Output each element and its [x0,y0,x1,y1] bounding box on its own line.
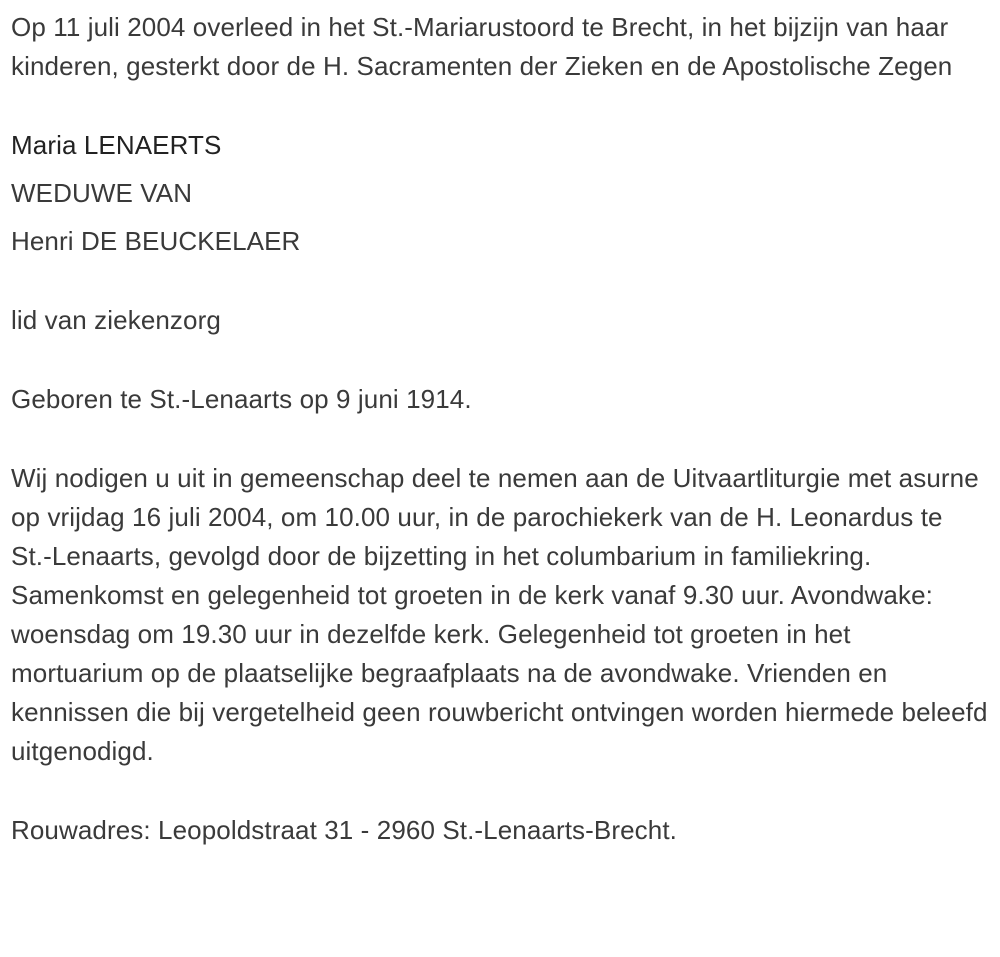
birth-line: Geboren te St.-Lenaarts op 9 juni 1914. [11,384,472,414]
mourning-address-line: Rouwadres: Leopoldstraat 31 - 2960 St.-Lenaarts-Brecht. [11,815,677,845]
intro-paragraph: Op 11 juli 2004 overleed in het St.-Mariarustoord te Brecht, in het bijzijn van haar kinderen, gesterkt door de H. Sacramenten der Zieken en de Apostolische Zegen [11,12,953,81]
deceased-name: Maria LENAERTS [11,130,222,160]
invitation-paragraph: Wij nodigen u uit in gemeenschap deel te nemen aan de Uitvaartliturgie met asurne op vrijdag 16 juli 2004, om 10.00 uur, in de parochiekerk van de H. Leonardus te St.-Lenaarts, gevolgd door de bijzetting in het columbarium in familiekring. Samenkomst en gelegenheid tot groeten in de kerk vanaf 9.30 uur. Avondwake: woensdag om 19.30 uur in dezelfde kerk. Gelegenheid tot groeten in het mortuarium op de plaatselijke begraafplaats na de avondwake. Vrienden en kennissen die bij vergetelheid geen rouwbericht ontvingen worden hiermede beleefd uitgenodigd. [11,463,988,766]
membership-line: lid van ziekenzorg [11,305,221,335]
relation-line: WEDUWE VAN [11,178,193,208]
spouse-name: Henri DE BEUCKELAER [11,226,301,256]
